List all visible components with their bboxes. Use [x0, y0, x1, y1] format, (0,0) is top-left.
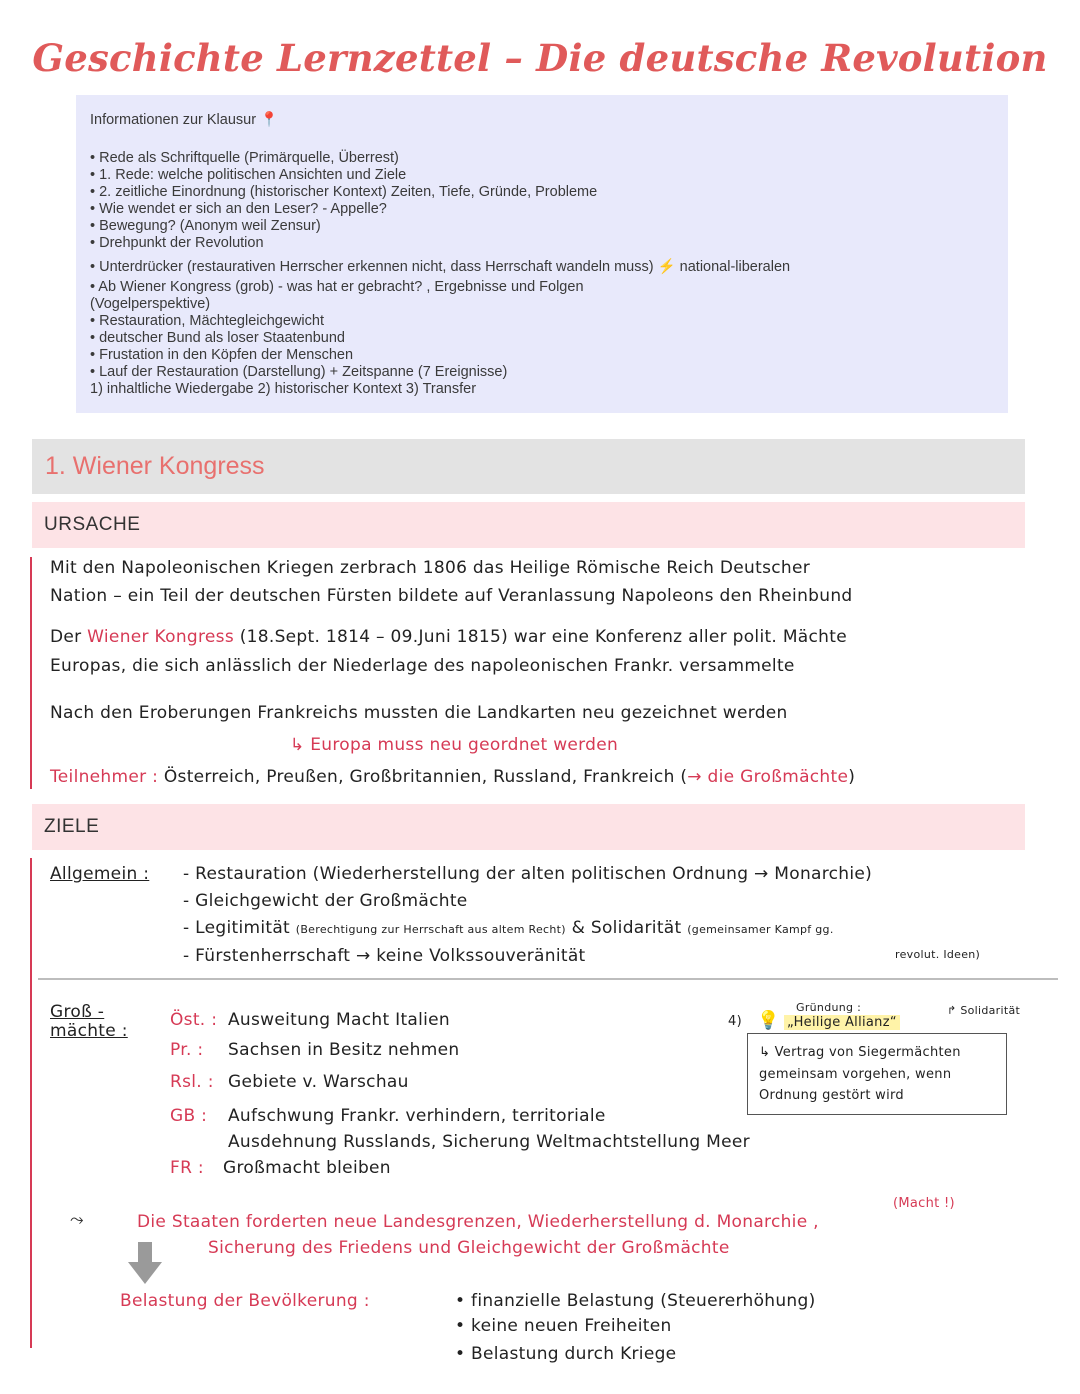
page-title: Geschichte Lernzettel – Die deutsche Revolution: [32, 36, 1048, 80]
grossmacht-value: Großmacht bleiben: [223, 1158, 391, 1178]
allgemein-label: Allgemein :: [50, 864, 150, 884]
grossmacht-key: Pr. :: [170, 1040, 204, 1060]
belastung-item: • finanzielle Belastung (Steuererhöhung): [455, 1291, 816, 1311]
info-line: • 2. zeitliche Einordnung (historischer Kontext) Zeiten, Tiefe, Gründe, Probleme: [90, 184, 598, 200]
section-header-wiener-kongress: 1. Wiener Kongress: [32, 439, 1025, 494]
pin-icon: 📍: [260, 112, 279, 128]
belastung-item: • Belastung durch Kriege: [455, 1344, 677, 1364]
belastung-label: Belastung der Bevölkerung :: [120, 1291, 370, 1311]
ursache-line-6: ↳ Europa muss neu geordnet werden: [290, 735, 619, 755]
note-text-3: Ordnung gestört wird: [759, 1088, 904, 1103]
info-line: • 1. Rede: welche politischen Ansichten und Ziele: [90, 167, 407, 183]
info-line: • Ab Wiener Kongress (grob) - was hat er gebracht? , Ergebnisse und Folgen: [90, 279, 584, 295]
info-line: 1) inhaltliche Wiedergabe 2) historischer Kontext 3) Transfer: [90, 381, 477, 397]
curly-arrow-icon: ⤳: [70, 1210, 84, 1230]
grossmacht-value: Aufschwung Frankr. verhindern, territoriale: [228, 1106, 606, 1126]
lightbulb-icon: 💡: [757, 1010, 780, 1031]
note-solidaritaet: ↱ Solidarität: [947, 1004, 1021, 1017]
result-line-1: Die Staaten forderten neue Landesgrenzen, Wiederherstellung d. Monarchie ,: [137, 1212, 819, 1232]
info-heading: Informationen zur Klausur 📍: [90, 112, 279, 128]
grossmacht-key: Öst. :: [170, 1010, 218, 1030]
grossmaechte-label: Groß - mächte :: [50, 1002, 128, 1041]
ziel-fuerstenherrschaft: - Fürstenherrschaft → keine Volkssouveränität: [183, 946, 586, 966]
info-line: • Bewegung? (Anonym weil Zensur): [90, 218, 321, 234]
grossmacht-value: Ausweitung Macht Italien: [228, 1010, 451, 1030]
grossmacht-key: GB :: [170, 1106, 208, 1126]
grossmacht-value: Gebiete v. Warschau: [228, 1072, 409, 1092]
exam-info-box: [76, 95, 1008, 413]
ursache-line-4: Europas, die sich anlässlich der Niederlage des napoleonischen Frankr. versammelte: [50, 656, 795, 676]
ursache-line-1: Mit den Napoleonischen Kriegen zerbrach 1806 das Heilige Römische Reich Deutscher: [50, 558, 810, 578]
info-line: • Drehpunkt der Revolution: [90, 235, 264, 251]
info-line: (Vogelperspektive): [90, 296, 211, 312]
info-line: • Lauf der Restauration (Darstellung) + Zeitspanne (7 Ereignisse): [90, 364, 508, 380]
subheader-ursache: URSACHE: [32, 502, 1025, 548]
note-heilige-allianz: „Heilige Allianz“: [784, 1015, 900, 1030]
ursache-line-7: Teilnehmer : Österreich, Preußen, Großbritannien, Russland, Frankreich (→ die Großmächte): [50, 767, 856, 787]
ziel-gleichgewicht: - Gleichgewicht der Großmächte: [183, 891, 468, 911]
ziel-restauration: - Restauration (Wiederherstellung der alten politischen Ordnung → Monarchie): [183, 864, 873, 884]
ursache-line-5: Nach den Eroberungen Frankreichs mussten die Landkarten neu gezeichnet werden: [50, 703, 788, 723]
down-arrow-icon: [126, 1242, 164, 1286]
grossmacht-value: Sachsen in Besitz nehmen: [228, 1040, 460, 1060]
note-text-2: gemeinsam vorgehen, wenn: [759, 1067, 952, 1082]
note-number: 4): [728, 1014, 742, 1029]
grossmacht-key: Rsl. :: [170, 1072, 214, 1092]
info-line: • Frustation in den Köpfen der Menschen: [90, 347, 354, 363]
belastung-item: • keine neuen Freiheiten: [455, 1316, 672, 1336]
margin-line: [30, 557, 32, 789]
info-line: • Wie wendet er sich an den Leser? - Appelle?: [90, 201, 387, 217]
margin-line: [30, 858, 32, 1348]
grossmacht-value: Ausdehnung Russlands, Sicherung Weltmachtstellung Meer: [228, 1132, 750, 1152]
macht-note: (Macht !): [893, 1196, 955, 1211]
result-line-2: Sicherung des Friedens und Gleichgewicht der Großmächte: [208, 1238, 730, 1258]
grossmacht-key: FR :: [170, 1158, 204, 1178]
ziel-legitimitaet: - Legitimität (Berechtigung zur Herrschaft aus altem Recht) & Solidarität (gemeinsamer Kampf gg.: [183, 918, 834, 938]
subheader-ziele: ZIELE: [32, 804, 1025, 850]
ursache-line-2: Nation – ein Teil der deutschen Fürsten bildete auf Veranlassung Napoleons den Rheinbund: [50, 586, 853, 606]
info-line: • Unterdrücker (restaurativen Herrscher erkennen nicht, dass Herrschaft wandeln muss) ⚡ national-liberalen: [90, 259, 791, 275]
info-line: • Rede als Schriftquelle (Primärquelle, Überrest): [90, 150, 399, 166]
note-text-1: ↳ Vertrag von Siegermächten: [759, 1045, 961, 1060]
ursache-line-3: Der Wiener Kongress (18.Sept. 1814 – 09.Juni 1815) war eine Konferenz aller polit. Mächte: [50, 627, 847, 647]
ziel-legitimitaet-cont: revolut. Ideen): [895, 948, 981, 961]
info-line: • deutscher Bund als loser Staatenbund: [90, 330, 345, 346]
note-gruendung: Gründung :: [796, 1001, 862, 1014]
divider: [38, 978, 1058, 980]
info-line: • Restauration, Mächtegleichgewicht: [90, 313, 324, 329]
